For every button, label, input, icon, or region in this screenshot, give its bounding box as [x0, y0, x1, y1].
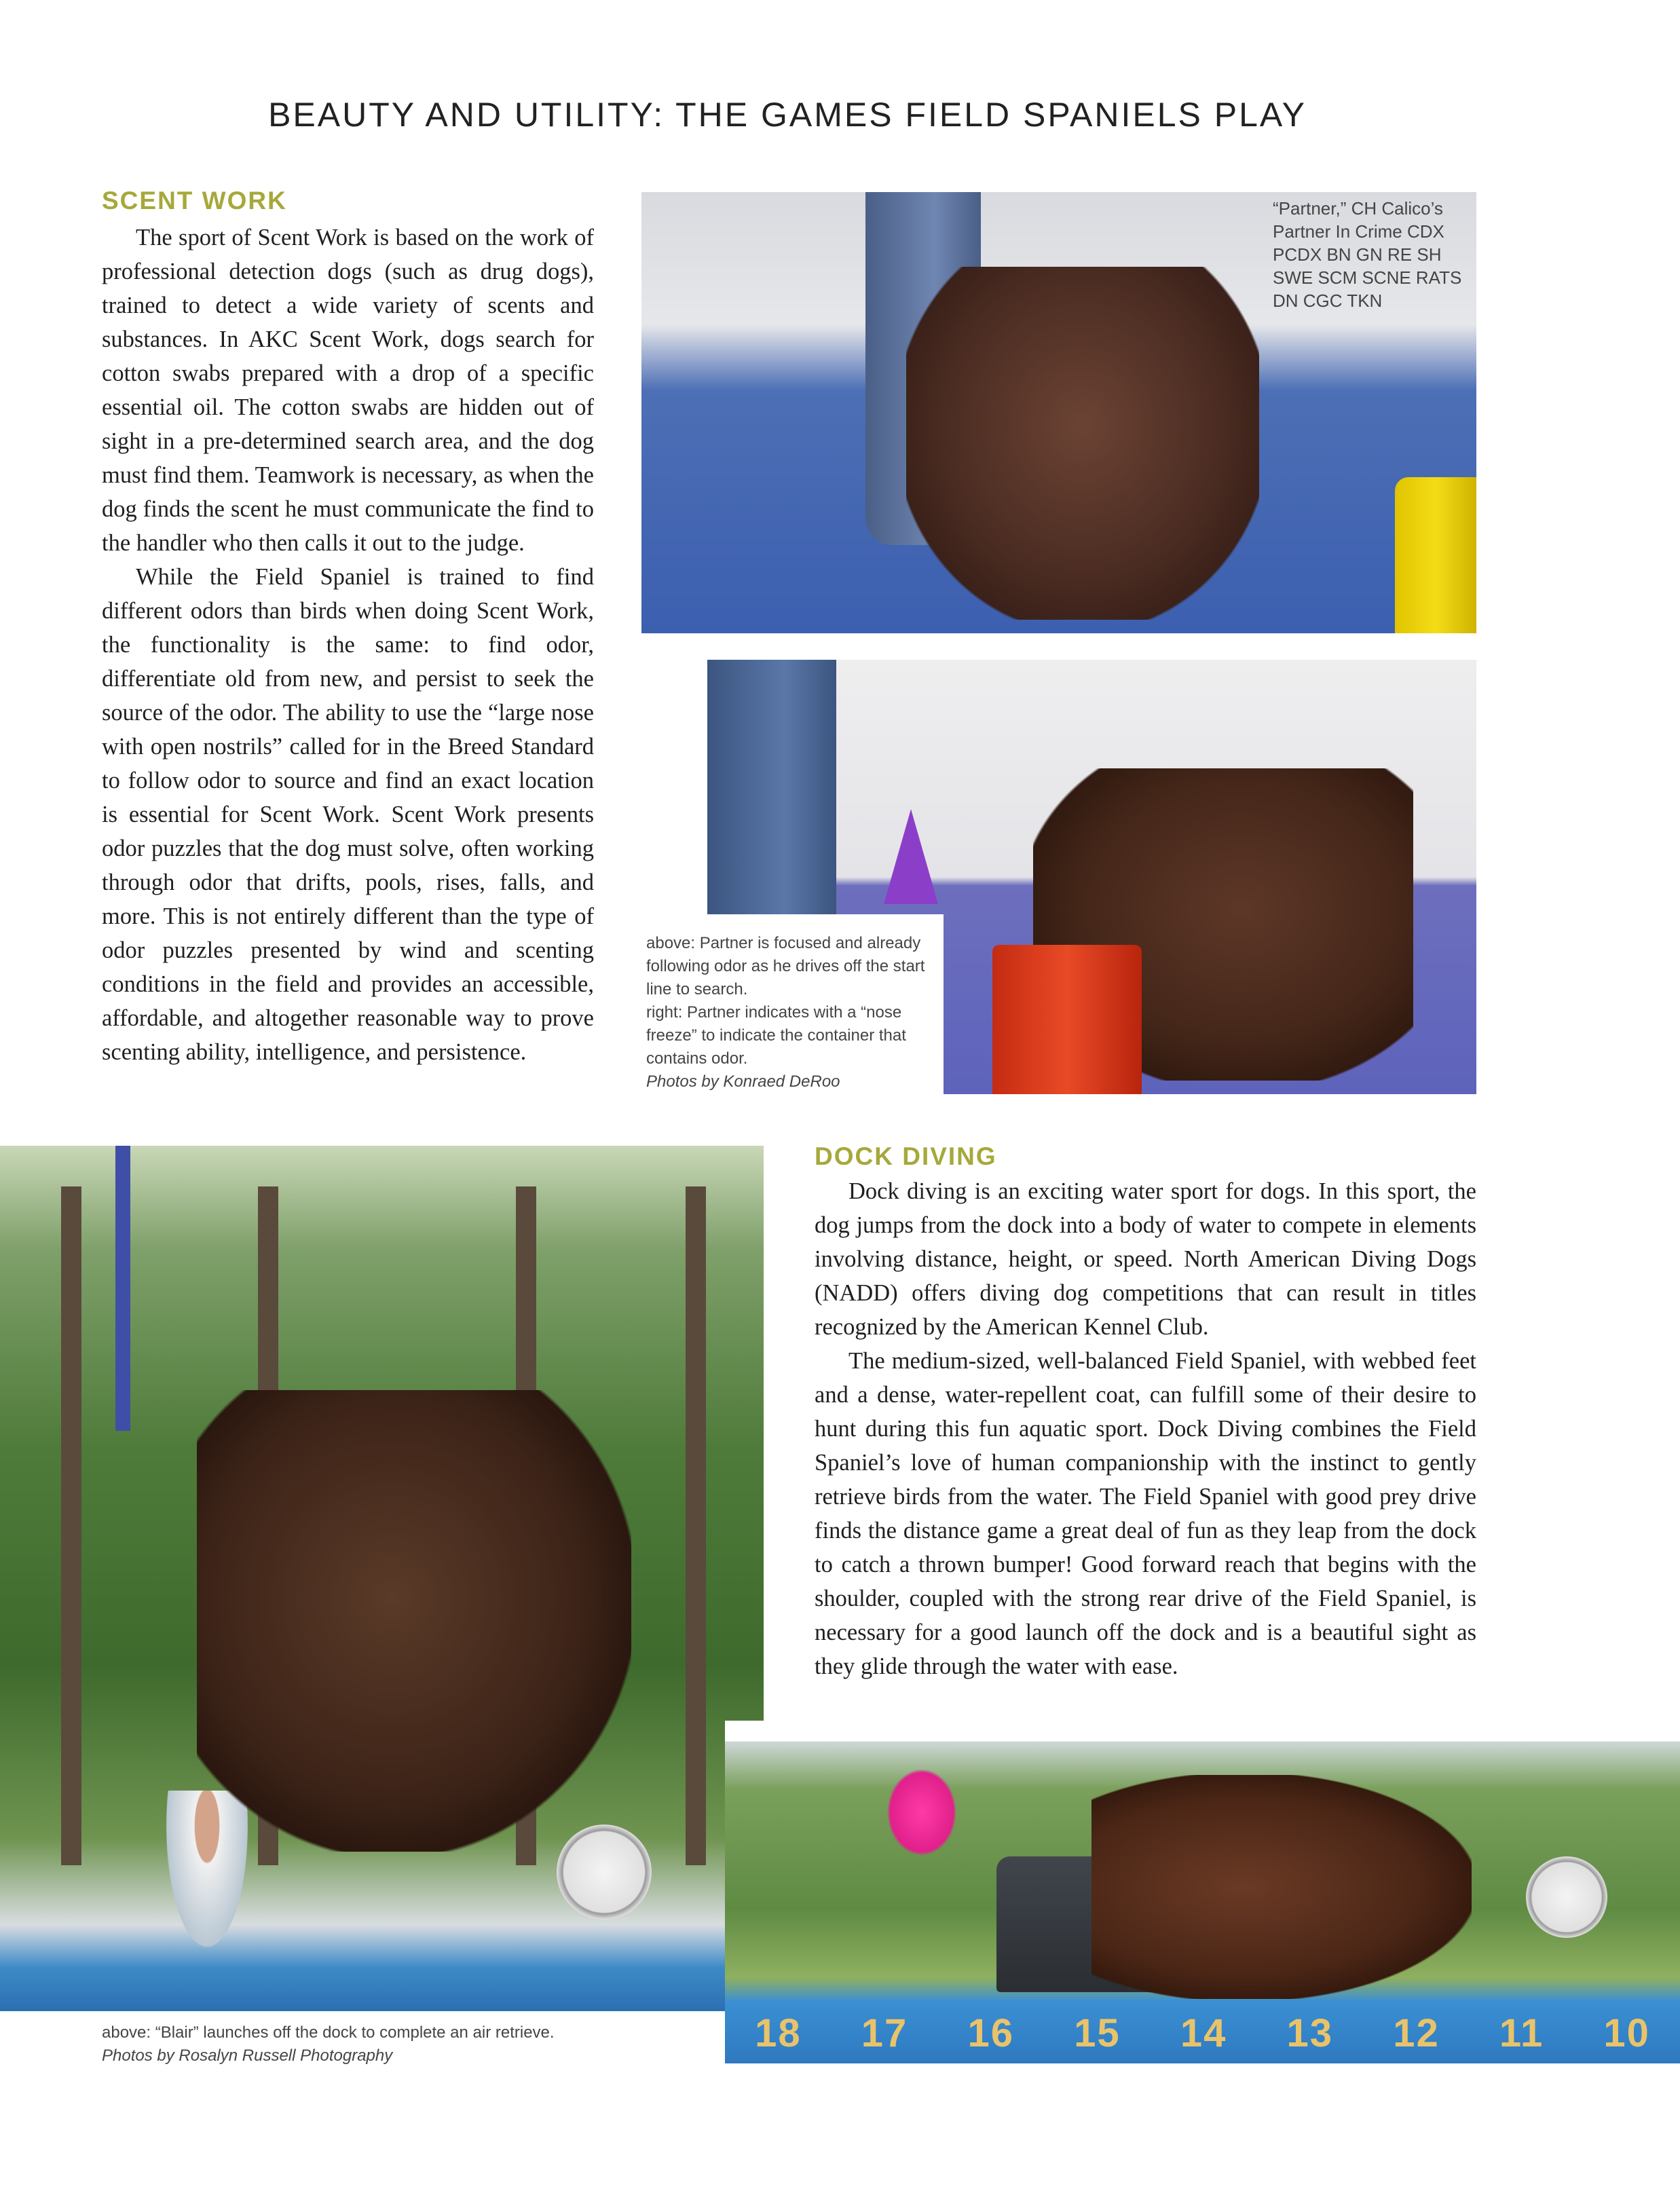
dock-diving-paragraph-2: The medium-sized, well-balanced Field Spaniel, with webbed feet and a dense, water-repellent coat, can fulfill some of their desire to hunt during this fun aquatic sport. Dock Diving combines the Field Spaniel’s love of human companionship with the instinct to gently retrieve birds from the water. The Field Spaniel with good prey drive finds the distance game a great deal of fun as they leap from the dock to catch a thrown bumper! Good forward reach that begins with the shoulder, coupled with the strong rear drive of the Field Spaniel, is necessary for a good launch off the dock and is a beautiful sight as they glide through the water with ease. — [815, 1348, 1476, 1679]
retrieve-bumper-rope — [115, 1146, 130, 1431]
dock-diving-paragraph-1: Dock diving is an exciting water sport for dogs. In this sport, the dog jumps from the dock into a body of water to compete in elements involving distance, height, or speed. North American Diving Dogs (NADD) offers diving dog competitions that can result in titles recognized by the American Kennel Club. — [815, 1178, 1476, 1340]
clock-icon — [1526, 1856, 1607, 1938]
clock-icon — [557, 1825, 652, 1920]
pool-marker: 15 — [1074, 2010, 1121, 2055]
scent-work-heading: SCENT WORK — [102, 187, 287, 214]
field-spaniel-dog — [197, 1390, 631, 1852]
purple-cone — [884, 809, 938, 904]
pool-marker: 16 — [967, 2010, 1014, 2055]
pool-marker: 17 — [861, 2010, 908, 2055]
dock-diving-body — [815, 1174, 1476, 1683]
scent-work-photo-caption: above: Partner is focused and already following odor as he drives off the start line to search. right: Partner indicates with a “nose freeze” to indicate the container that contains odor. Photos by Konraed DeRoo — [646, 934, 925, 1091]
pink-bumper-toy — [881, 1761, 963, 1863]
tree-trunk — [61, 1186, 81, 1865]
pool-marker: 14 — [1180, 2010, 1227, 2055]
pool-marker: 18 — [755, 2010, 802, 2055]
photo-frame-edge — [725, 1721, 1680, 1740]
yellow-bucket — [1395, 477, 1476, 633]
dock-diving-photo-caption: above: “Blair” launches off the dock to complete an air retrieve. Photos by Rosalyn Russell Photography — [102, 2023, 555, 2065]
field-spaniel-dog — [906, 267, 1259, 620]
dock-diving-photo-air-retrieve — [0, 1146, 764, 2011]
scent-work-body — [102, 221, 594, 1069]
pool-marker: 12 — [1393, 2010, 1440, 2055]
handler-legs — [707, 660, 836, 918]
partner-name-caption: “Partner,” CH Calico’s Partner In Crime CDX PCDX BN GN RE SH SWE SCM SCNE RATS DN CGC TKN — [1273, 198, 1462, 311]
field-spaniel-dog — [1091, 1775, 1472, 1999]
pool-distance-markers — [725, 2002, 1680, 2063]
dock-diving-heading: DOCK DIVING — [815, 1142, 997, 1170]
pool-marker: 11 — [1499, 2010, 1544, 2055]
dock-diving-photo-jump — [725, 1721, 1680, 2063]
pool-marker: 13 — [1286, 2010, 1334, 2055]
tree-trunk — [686, 1186, 706, 1865]
page-title: BEAUTY AND UTILITY: THE GAMES FIELD SPANIELS PLAY — [268, 96, 1307, 134]
scent-work-paragraph-2: While the Field Spaniel is trained to find different odors than birds when doing Scent Work, the functionality is the same: to find odor, differentiate old from new, and persist to seek the source of the odor. The ability to use the “large nose with open nostrils” called for in the Breed Standard to follow odor to source and find an exact location is essential for Scent Work. Scent Work presents odor puzzles that the dog must solve, often working through odor that drifts, pools, rises, falls, and more. This is not entirely different than the type of odor puzzles presented by wind and scenting conditions in the field and provides an accessible, affordable, and altogether reasonable way to prove scenting ability, intelligence, and persistence. — [102, 564, 594, 1065]
pool-marker: 10 — [1603, 2010, 1650, 2055]
red-bucket — [992, 945, 1142, 1094]
scent-work-paragraph-1: The sport of Scent Work is based on the work of professional detection dogs (such as drug dogs), trained to detect a wide variety of scents and substances. In AKC Scent Work, dogs search for cotton swabs prepared with a drop of a specific essential oil. The cotton swabs are hidden out of sight in a pre-determined search area, and the dog must find them. Teamwork is necessary, as when the dog finds the scent he must communicate the find to the handler who then calls it out to the judge. — [102, 225, 594, 556]
